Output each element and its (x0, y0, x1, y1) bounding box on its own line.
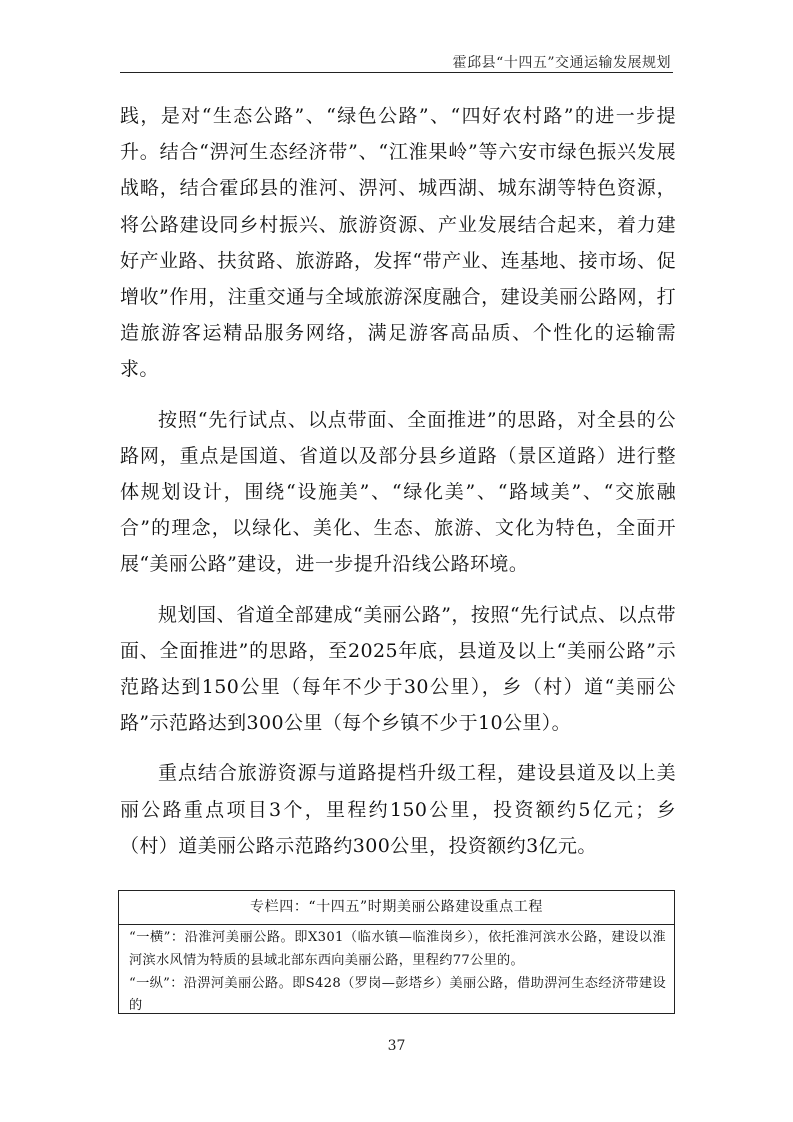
feature-box-title: 专栏四：“十四五”时期美丽公路建设重点工程 (250, 899, 543, 915)
page-number: 37 (387, 1038, 406, 1054)
header-divider (120, 72, 673, 73)
body-paragraph-1: 践，是对“生态公路”、“绿色公路”、“四好农村路”的进一步提升。结合“淠河生态经济带”、“江淮果岭”等六安市绿色振兴发展战略，结合霍邱县的淮河、淠河、城西湖、城东湖等特色资源，将公路建设同乡村振兴、旅游资源、产业发展结合起来，着力建好产业路、扶贫路、旅游路，发挥“带产业、连基地、接市场、促增收”作用，注重交通与全域旅游深度融合，建设美丽公路网，打造旅游客运精品服务网络，满足游客高品质、个性化的运输需求。 (120, 105, 676, 381)
feature-box-item-2: “一纵”：沿淠河美丽公路。即S428（罗岗—彭塔乡）美丽公路，借助淠河生态经济带建设的 (129, 975, 666, 1014)
feature-box-item-1: “一横”：沿淮河美丽公路。即X301（临水镇—临淮岗乡），依托淮河滨水公路，建设以淮河滨水风情为特质的县域北部东西向美丽公路，里程约77公里的。 (129, 930, 666, 968)
body-paragraph-3: 规划国、省道全部建成“美丽公路”，按照“先行试点、以点带面、全面推进”的思路，至2025年底，县道及以上“美丽公路”示范路达到150公里（每年不少于30公里），乡（村）道“美丽公路”示范路达到300公里（每个乡镇不少于10公里）。 (120, 603, 676, 735)
feature-box-body (129, 927, 666, 1018)
feature-box-divider (119, 924, 674, 925)
document-body (120, 98, 676, 878)
feature-box (118, 890, 675, 1014)
body-paragraph-2: 按照“先行试点、以点带面、全面推进”的思路，对全县的公路网，重点是国道、省道以及部分县乡道路（景区道路）进行整体规划设计，围绕“设施美”、“绿化美”、“路域美”、“交旅融合”的理念，以绿化、美化、生态、旅游、文化为特色，全面开展“美丽公路”建设，进一步提升沿线公路环境。 (120, 408, 676, 576)
body-paragraph-4: 重点结合旅游资源与道路提档升级工程，建设县道及以上美丽公路重点项目3个，里程约150公里，投资额约5亿元；乡（村）道美丽公路示范路约300公里，投资额约3亿元。 (120, 762, 676, 857)
running-header-title: 霍邱县“十四五”交通运输发展规划 (452, 55, 671, 71)
